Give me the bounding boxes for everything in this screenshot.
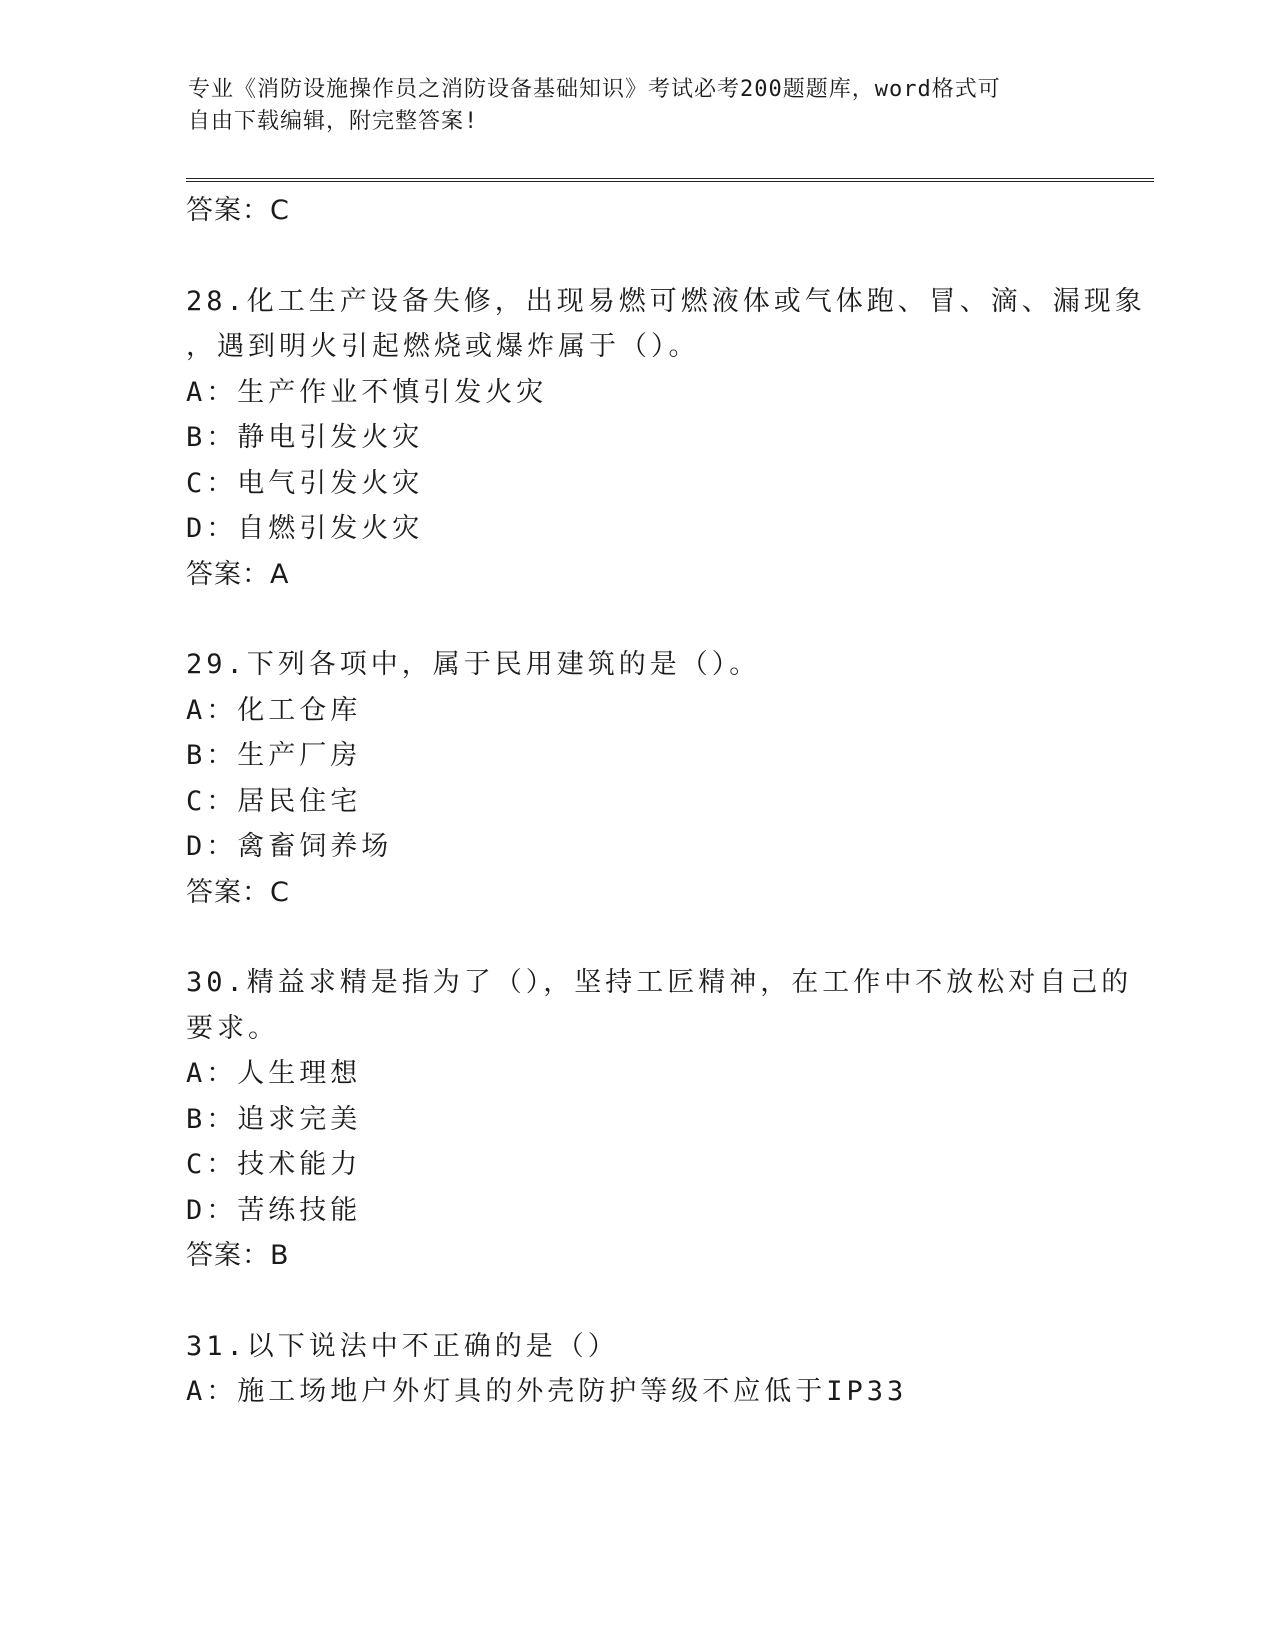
question-stem: 29.下列各项中，属于民用建筑的是（）。	[186, 649, 761, 680]
option-d: D：苦练技能	[186, 1194, 362, 1226]
option-d: D：禽畜饲养场	[186, 831, 393, 862]
answer-line: 答案：C	[186, 876, 290, 908]
question-block	[186, 1324, 1086, 1415]
question-stem: 30.精益求精是指为了（），坚持工匠精神，在工作中不放松对自己的	[186, 967, 1133, 998]
answer-line: 答案：B	[186, 1240, 290, 1271]
option-b: B：追求完美	[186, 1103, 362, 1135]
question-block	[186, 960, 1133, 1279]
option-b: B：生产厂房	[186, 740, 362, 771]
option-a: A：施工场地户外灯具的外壳防护等级不应低于IP33	[186, 1376, 908, 1407]
option-c: C：居民住宅	[186, 785, 362, 817]
answer-line: 答案：C	[186, 195, 290, 226]
option-b: B：静电引发火灾	[186, 422, 424, 453]
question-block	[186, 279, 1146, 598]
question-block	[186, 642, 1086, 915]
header-divider	[186, 178, 1154, 182]
header-line-1: 专业《消防设施操作员之消防设备基础知识》考试必考200题题库，word格式可	[188, 77, 1001, 102]
option-a: A：化工仓库	[186, 694, 362, 726]
option-d: D：自燃引发火灾	[186, 513, 424, 544]
document-body	[186, 188, 1146, 1415]
option-a: A：人生理想	[186, 1058, 362, 1089]
question-stem: 28.化工生产设备失修，出现易燃可燃液体或气体跑、冒、滴、漏现象	[186, 285, 1146, 317]
option-a: A：生产作业不慎引发火灾	[186, 376, 548, 408]
document-header	[188, 74, 1088, 138]
question-stem: 要求。	[186, 1012, 279, 1044]
question-stem: ，遇到明火引起燃烧或爆炸属于（）。	[186, 331, 700, 362]
answer-line: 答案：A	[186, 558, 290, 590]
question-stem: 31.以下说法中不正确的是（）	[186, 1330, 619, 1362]
option-c: C：技术能力	[186, 1149, 362, 1180]
header-line-2: 自由下载编辑，附完整答案!	[188, 109, 479, 134]
option-c: C：电气引发火灾	[186, 467, 424, 499]
